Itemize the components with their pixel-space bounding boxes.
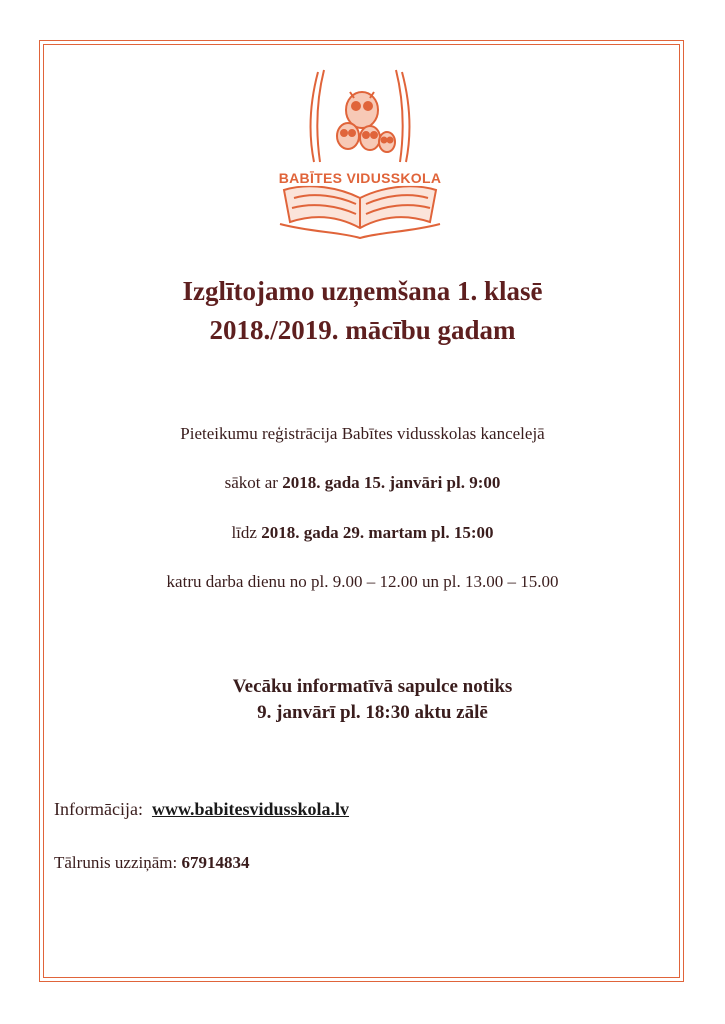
info-line xyxy=(54,799,349,820)
registration-start xyxy=(0,473,725,493)
meeting-line-2: 9. janvārī pl. 18:30 aktu zālē xyxy=(257,702,488,723)
meeting-line-1: Vecāku informatīvā sapulce notiks xyxy=(232,676,513,697)
phone-number: 67914834 xyxy=(181,853,250,872)
phone-label: Tālrunis uzziņām: xyxy=(54,853,178,872)
registration-intro: Pieteikumu reģistrācija Babītes vidusskolas kancelejā xyxy=(180,424,545,443)
logo-text: BABĪTES VIDUSSKOLA xyxy=(270,170,450,186)
school-logo xyxy=(270,62,450,240)
registration-end-prefix: līdz xyxy=(231,523,257,542)
heading-line-1: Izglītojamo uzņemšana 1. klasē xyxy=(182,276,543,306)
registration-end xyxy=(0,523,725,543)
registration-hours: katru darba dienu no pl. 9.00 – 12.00 un pl. 13.00 – 15.00 xyxy=(166,572,559,591)
registration-end-date: 2018. gada 29. martam pl. 15:00 xyxy=(261,523,494,542)
registration-start-date: 2018. gada 15. janvāri pl. 9:00 xyxy=(282,473,501,492)
info-label: Informācija: xyxy=(54,799,143,819)
website-link[interactable]: www.babitesvidusskola.lv xyxy=(151,799,350,819)
heading-line-2: 2018./2019. mācību gadam xyxy=(209,315,516,345)
phone-line xyxy=(54,853,249,873)
registration-start-prefix: sākot ar xyxy=(224,473,278,492)
